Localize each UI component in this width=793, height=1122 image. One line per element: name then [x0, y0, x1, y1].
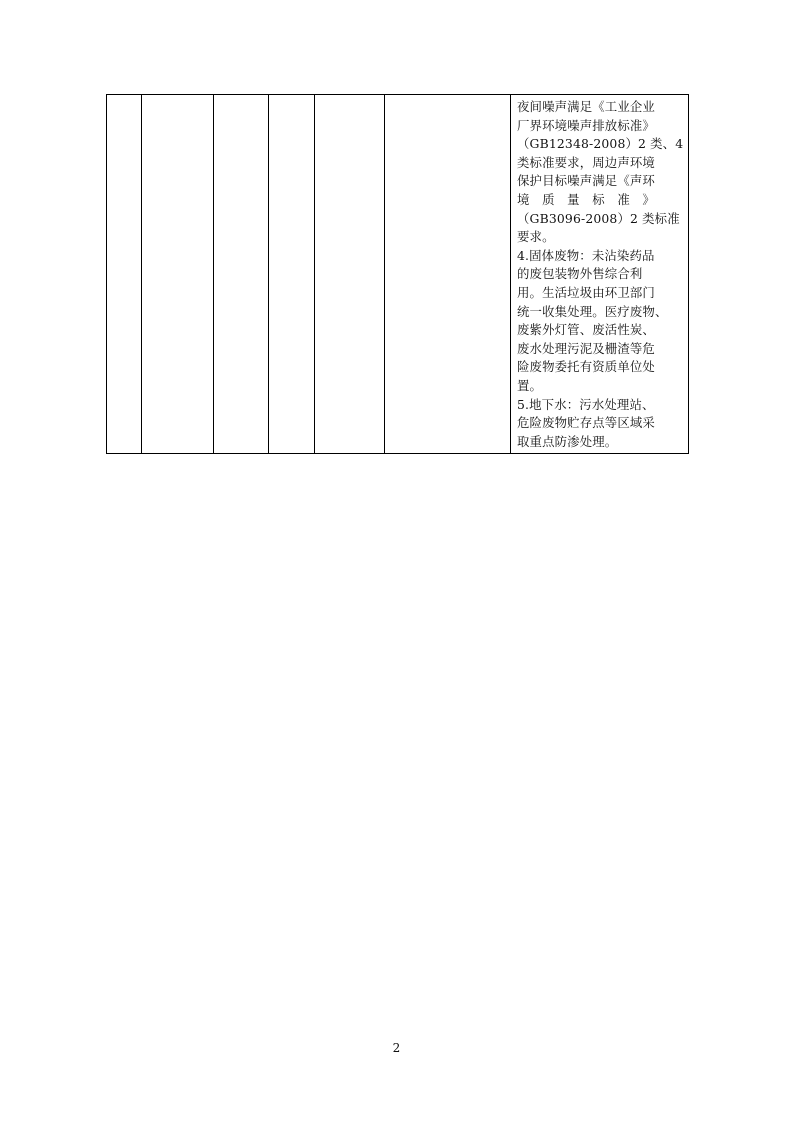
table-cell-4 [269, 95, 315, 454]
requirements-line: 废水处理污泥及栅渣等危 [517, 340, 655, 356]
requirements-line: 要求。 [517, 229, 555, 245]
table-cell-1 [107, 95, 142, 454]
requirements-line: 取重点防渗处理。 [517, 433, 618, 449]
requirements-line: 险废物委托有资质单位处 [517, 359, 655, 375]
requirements-line: 5.地下水：污水处理站、 [517, 396, 655, 412]
requirements-line: （GB12348-2008）2 类、4 [517, 136, 684, 152]
requirements-line: （GB3096-2008）2 类标准 [517, 210, 680, 226]
document-table [106, 94, 689, 454]
requirements-line: 类标准要求，周边声环境 [517, 154, 655, 170]
requirements-line: 保护目标噪声满足《声环 [517, 173, 655, 189]
table-row [107, 95, 689, 454]
requirements-line: 废紫外灯管、废活性炭、 [517, 322, 655, 338]
requirements-line: 夜间噪声满足《工业企业 [517, 99, 655, 114]
table-cell-6 [385, 95, 511, 454]
requirements-line: 用。生活垃圾由环卫部门 [517, 284, 655, 300]
table-cell-5 [315, 95, 385, 454]
requirements-line: 4.固体废物：未沾染药品 [517, 247, 655, 263]
requirements-cell [511, 95, 689, 454]
requirements-line: 危险废物贮存点等区域采 [517, 415, 655, 431]
requirements-line: 境 质 量 标 准 》 [517, 191, 655, 207]
requirements-line: 统一收集处理。医疗废物、 [517, 303, 668, 319]
table-cell-3 [214, 95, 269, 454]
page-number: 2 [392, 1041, 401, 1055]
requirements-line: 的废包装物外售综合利 [517, 266, 643, 282]
table-cell-2 [142, 95, 214, 454]
requirements-line: 厂界环境噪声排放标准》 [517, 117, 655, 133]
requirements-line: 置。 [517, 377, 543, 393]
